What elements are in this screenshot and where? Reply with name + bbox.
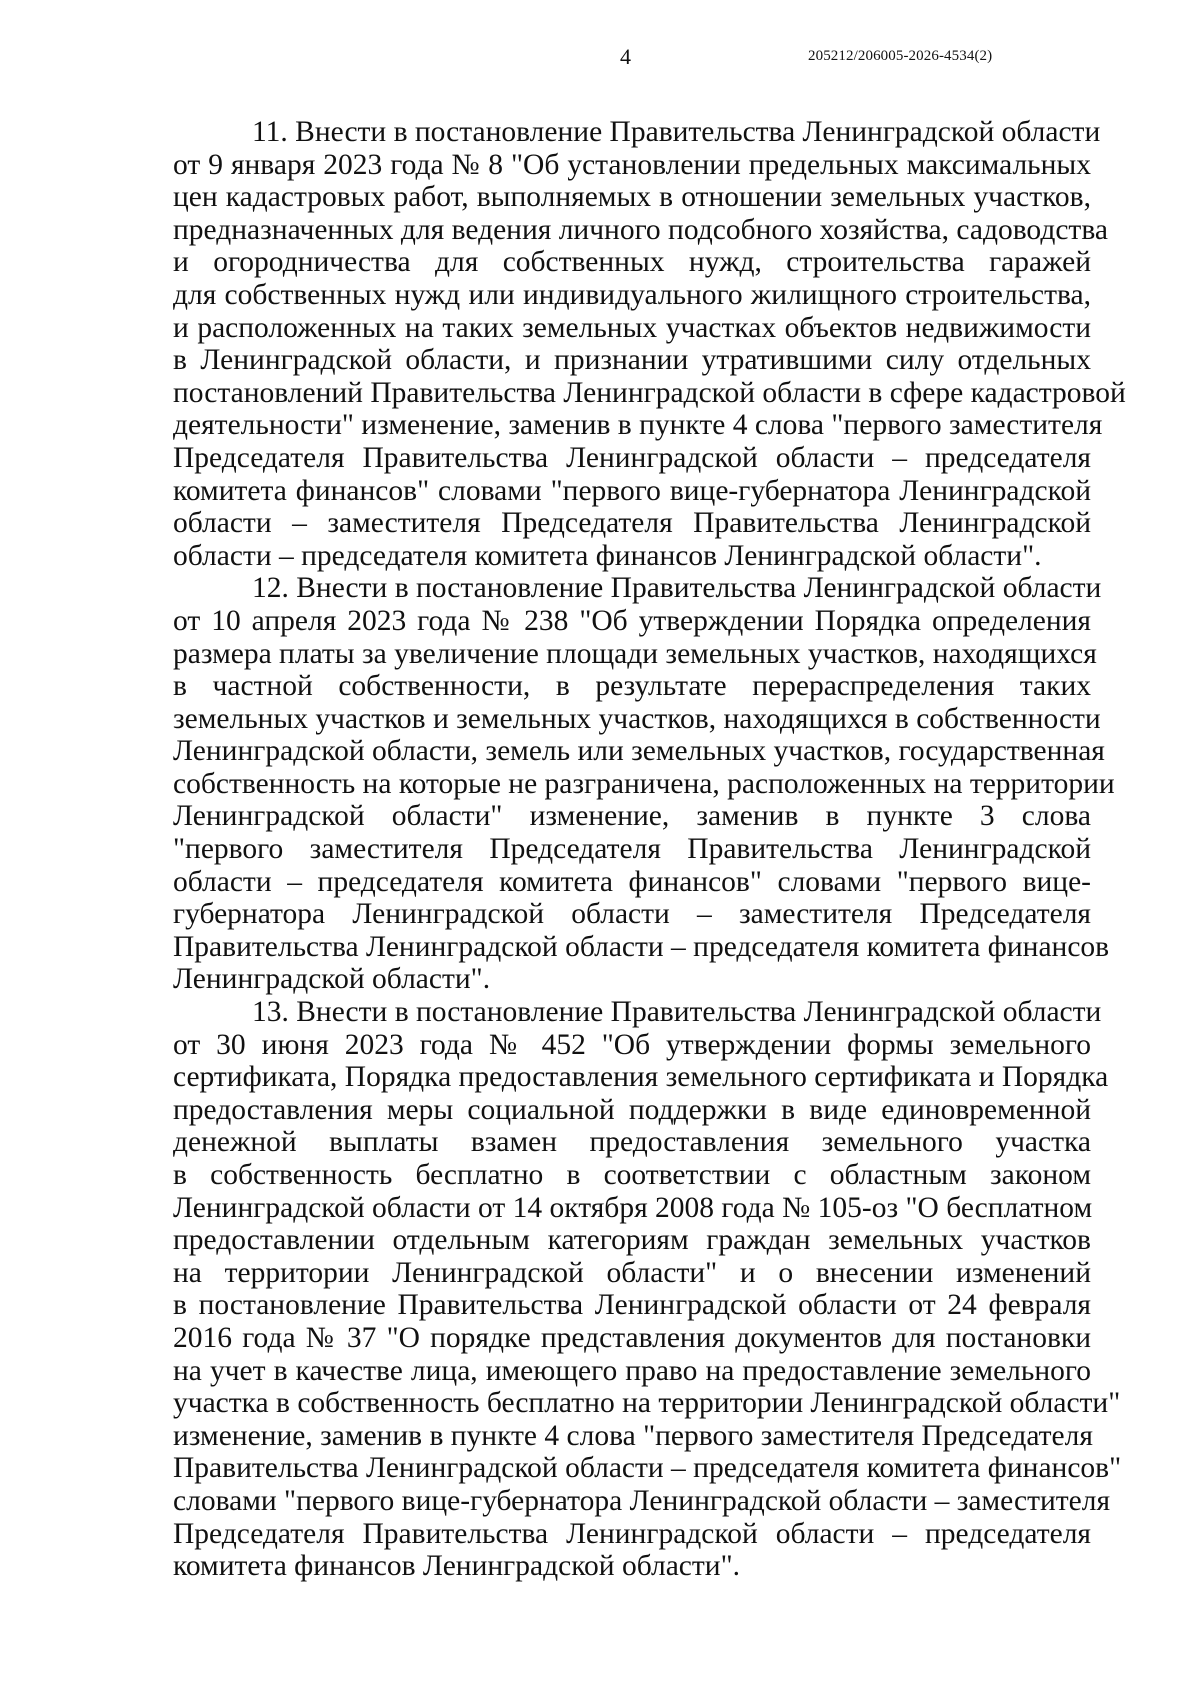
text-line: Председателя Правительства Ленинградской области – председателя xyxy=(173,441,1091,474)
text-line: предоставления меры социальной поддержки в виде единовременной xyxy=(173,1093,1091,1126)
text-line: предназначенных для ведения личного подсобного хозяйства, садоводства xyxy=(173,213,1108,246)
text-line: на учет в качестве лица, имеющего право на предоставление земельного xyxy=(173,1354,1091,1387)
text-line: от 10 апреля 2023 года № 238 "Об утверждении Порядка определения xyxy=(173,604,1091,637)
text-line: сертификата, Порядка предоставления земельного сертификата и Порядка xyxy=(173,1061,1109,1094)
text-line: в собственность бесплатно в соответствии с областным законом xyxy=(173,1159,1091,1191)
text-line: размера платы за увеличение площади земельных участков, находящихся xyxy=(173,637,1097,670)
text-line: "первого заместителя Председателя Правительства Ленинградской xyxy=(173,833,1091,866)
text-line: 2016 года № 37 "О порядке представления документов для постановки xyxy=(173,1321,1091,1354)
text-line: денежной выплаты взамен предоставления земельного участка xyxy=(173,1126,1091,1159)
text-line: в постановление Правительства Ленинградской области от 24 февраля xyxy=(173,1289,1091,1322)
text-line: собственность на которые не разграничена, расположенных на территории xyxy=(173,767,1115,800)
text-line: Ленинградской области" изменение, заменив в пункте 3 слова xyxy=(173,800,1091,833)
text-line: 13. Внести в постановление Правительства Ленинградской области xyxy=(252,996,1102,1029)
text-line: деятельности" изменение, заменив в пункте 4 слова "первого заместителя xyxy=(173,409,1103,442)
text-line: от 30 июня 2023 года № 452 "Об утверждении формы земельного xyxy=(173,1028,1091,1061)
document-registration-code: 205212/206005-2026-4534(2) xyxy=(808,48,993,64)
text-line: Ленинградской области". xyxy=(173,963,491,996)
text-line: области – председателя комитета финансов Ленинградской области". xyxy=(173,539,1042,572)
text-line: Ленинградской области, земель или земельных участков, государственная xyxy=(173,735,1105,768)
text-line: в Ленинградской области, и признании утратившими силу отдельных xyxy=(173,344,1091,377)
text-line: Председателя Правительства Ленинградской области – председателя xyxy=(173,1517,1091,1550)
text-line: предоставлении отдельным категориям граждан земельных участков xyxy=(173,1224,1091,1257)
text-line: Ленинградской области от 14 октября 2008 года № 105-оз "О бесплатном xyxy=(173,1191,1093,1224)
text-line: словами "первого вице-губернатора Ленинградской области – заместителя xyxy=(173,1484,1111,1517)
text-line: области – заместителя Председателя Правительства Ленинградской xyxy=(173,507,1091,540)
text-line: Правительства Ленинградской области – председателя комитета финансов" xyxy=(173,1452,1122,1485)
text-line: губернатора Ленинградской области – заместителя Председателя xyxy=(173,898,1091,931)
text-line: постановлений Правительства Ленинградской области в сфере кадастровой xyxy=(173,376,1126,409)
text-line: на территории Ленинградской области" и о внесении изменений xyxy=(173,1256,1091,1289)
text-line: комитета финансов" словами "первого вице-губернатора Ленинградской xyxy=(173,474,1091,507)
text-line: в частной собственности, в результате перераспределения таких xyxy=(173,670,1091,703)
paragraph-12 xyxy=(173,572,1115,996)
document-body xyxy=(173,116,1126,1583)
paragraph-13 xyxy=(173,996,1122,1583)
text-line: цен кадастровых работ, выполняемых в отношении земельных участков, xyxy=(173,181,1091,214)
text-line: и огородничества для собственных нужд, строительства гаражей xyxy=(173,246,1091,279)
text-line: от 9 января 2023 года № 8 "Об установлении предельных максимальных xyxy=(173,148,1091,181)
text-line: комитета финансов Ленинградской области". xyxy=(173,1550,740,1583)
text-line: для собственных нужд или индивидуального жилищного строительства, xyxy=(173,278,1091,311)
text-line: земельных участков и земельных участков, находящихся в собственности xyxy=(173,702,1101,735)
text-line: 11. Внести в постановление Правительства Ленинградской области xyxy=(252,116,1101,148)
text-line: участка в собственность бесплатно на территории Ленинградской области" xyxy=(173,1387,1121,1420)
text-line: области – председателя комитета финансов" словами "первого вице- xyxy=(173,865,1091,898)
text-line: и расположенных на таких земельных участках объектов недвижимости xyxy=(173,311,1091,344)
paragraph-11 xyxy=(173,116,1126,572)
text-line: изменение, заменив в пункте 4 слова "первого заместителя Председателя xyxy=(173,1419,1093,1452)
text-line: Правительства Ленинградской области – председателя комитета финансов xyxy=(173,930,1110,963)
page-number: 4 xyxy=(620,44,631,69)
text-line: 12. Внести в постановление Правительства Ленинградской области xyxy=(252,572,1102,605)
